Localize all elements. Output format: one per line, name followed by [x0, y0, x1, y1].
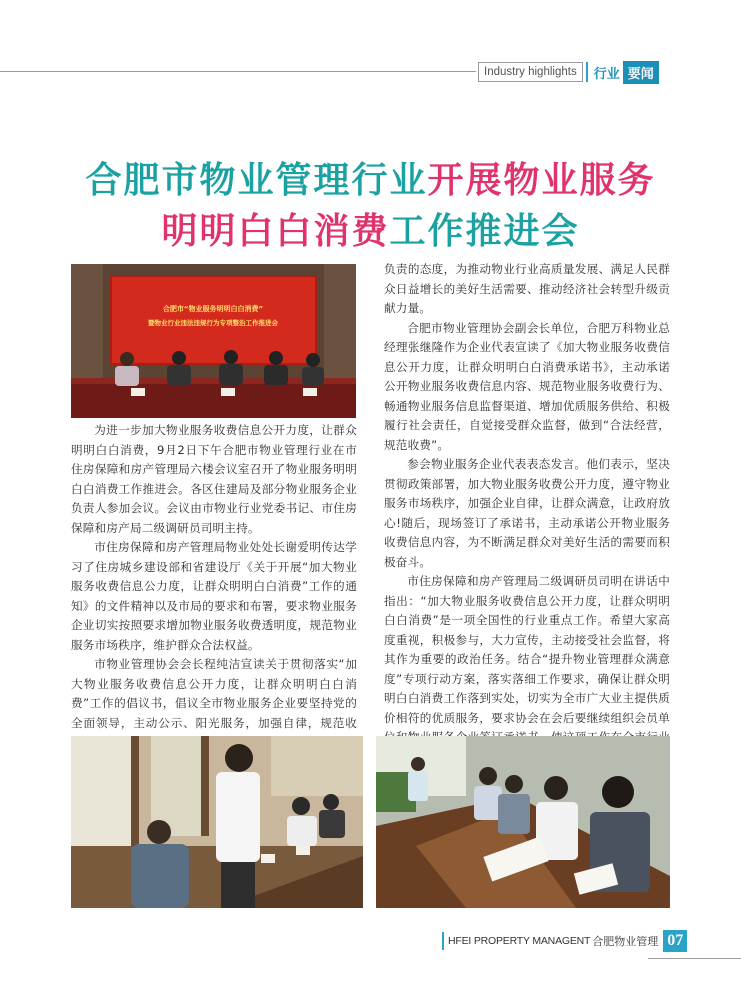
paragraph-left-1: 为进一步加大物业服务收费信息公开力度，让群众明明白白消费，9月2日下午合肥市物业管理行业在市住房保障和房产管理局六楼会议室召开了物业服务明明白白消费工作推进会。各区住建局及部分物业服务企业负责人参加会议。会议由市物业行业党委书记、市住房保障和房产局二级调研员司明主持。	[71, 423, 357, 535]
section-label-en: Industry highlights	[478, 62, 583, 82]
meeting-photo-banner	[71, 264, 356, 418]
section-label-cn	[591, 61, 659, 83]
section-label-cn-a: 行业	[593, 66, 620, 82]
title-line2-teal: 工作推进会	[389, 211, 580, 252]
header-rule	[0, 71, 476, 72]
footer-publication-en: HFEI PROPERTY MANAGENT	[448, 935, 591, 947]
section-label-cn-b: 要闻	[623, 61, 659, 84]
page-footer	[442, 930, 687, 952]
article-column-right	[384, 260, 670, 767]
footer-publication-cn: 合肥物业管理	[592, 935, 659, 948]
meeting-photo-speaker-image	[71, 736, 363, 908]
title-line1-pink: 开展物业服务	[427, 160, 656, 201]
paragraph-left-2: 市住房保障和房产管理局物业处处长谢爱明传达学习了住房城乡建设部和省建设厅《关于开展“加大物业服务收费信息公力度，让群众明明白白消费”工作的通知》的文件精神以及市局的要求和布署，要求物业服务企业切实按照要求增加物业服务收费透明度，规范物业服务市场秩序，维护群众合法权益。	[71, 540, 357, 652]
footer-rule	[648, 958, 741, 959]
paragraph-right-4: 市住房保障和房产管理局二级调研员司明在讲话中指出：“加大物业服务收费信息公开力度，让群众明明白白消费”是一项全国性的行业重点工作。希望大家高度重视，积极参与，大力宣传，主动接受社会监督，将其作为重要的政治任务。结合“提升物业管理群众满意度”专项行动方案，落实落细工作要求，确保让群众明明白白消费工作落到实处，切实为全市广大业主提供质价相符的优质服务，要求协会在会后要继续组织会员单	[384, 574, 670, 725]
page-number: 07	[663, 930, 687, 952]
title-line2-pink: 明明白白消费	[161, 211, 390, 252]
banner-text-line2: 暨物业行业违法违规行为专项整治工作推进会	[148, 319, 278, 327]
meeting-photo-speaker	[71, 736, 363, 908]
footer-divider	[442, 932, 444, 950]
article-title-line2	[0, 203, 741, 254]
banner-text-line1: 合肥市“物业服务明明白白消费”	[162, 305, 264, 313]
paragraph-right-3: 参会物业服务企业代表表态发言。他们表示，坚决贯彻政策部署，加大物业服务收费公开力度，遵守物业服务市场秩序，加强企业自律，让群众满意，让政府放心!随后，现场签订了承诺书，主动承诺公开物业服务收费信息内容，为不断满足群众对美好生活的需要而积极奋斗。	[384, 457, 670, 569]
meeting-photo-signing	[376, 736, 670, 908]
meeting-photo-banner-image	[71, 264, 356, 418]
paragraph-right-2: 合肥市物业管理协会副会长单位，合肥万科物业总经理张继隆作为企业代表宣读了《加大物业服务收费信息公开力度，让群众明明白白消费承诺书》，主动承诺公开物业服务收费信息内容、规范物业服务收费行为、畅通物业服务信息监督渠道、增加优质服务供给、积极履行社会责任，自觉接受群众监督，做到“合法经营，规范收费”。	[384, 320, 670, 452]
paragraph-left-3: 市物业管理协会会长程纯洁宣读关于贯彻落实“加大物业服务收费信息公开力度，让群众明明白白消费”工作的倡议书，倡议全市物业服务企业要坚持党的全面领导，主动公示、阳光服务，加强自律，规范收	[71, 657, 357, 730]
title-line1-teal: 合肥市物业管理行业	[85, 160, 428, 201]
section-tag	[478, 61, 659, 83]
meeting-photo-signing-image	[376, 736, 670, 908]
section-divider	[586, 62, 588, 82]
article-title-line1	[0, 152, 741, 203]
paragraph-right-1: 负责的态度，为推动物业行业高质量发展、满足人民群众日益增长的美好生活需要、推动经济社会转型升级贡献力量。	[384, 262, 670, 315]
article-column-left	[71, 421, 357, 772]
